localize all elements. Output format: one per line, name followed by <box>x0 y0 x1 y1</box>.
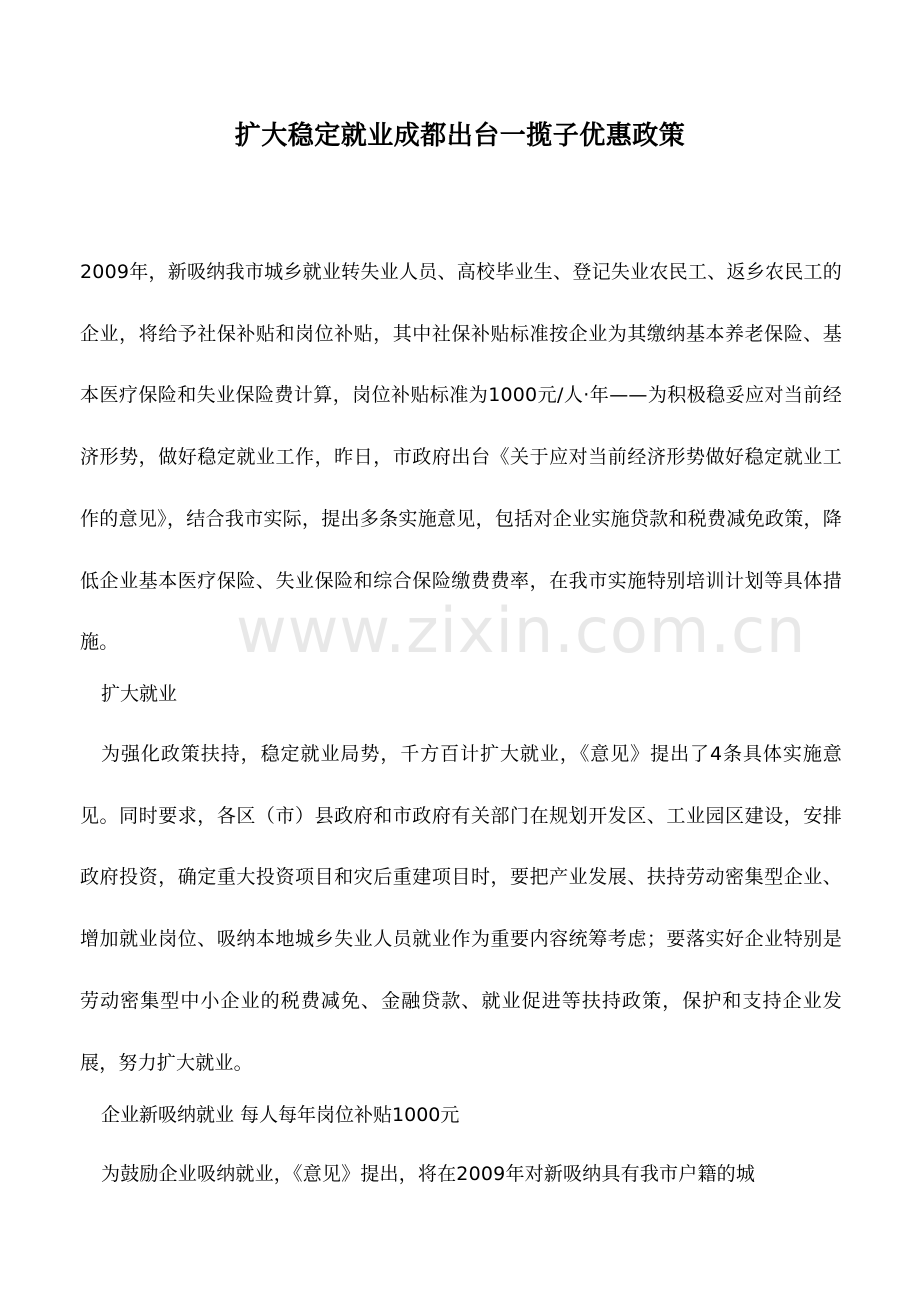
paragraph-intro: 2009年，新吸纳我市城乡就业转失业人员、高校毕业生、登记失业农民工、返乡农民工的企业，将给予社保补贴和岗位补贴，其中社保补贴标准按企业为其缴纳基本养老保险、基本医疗保险和失业保险费计算，岗位补贴标准为1000元/人·年——为积极稳妥应对当前经济形势，做好稳定就业工作，昨日，市政府出台《关于应对当前经济形势做好稳定就业工作的意见》，结合我市实际，提出多条实施意见，包括对企业实施贷款和税费减免政策，降低企业基本医疗保险、失业保险和综合保险缴费费率，在我市实施特别培训计划等具体措施。 <box>80 261 842 654</box>
paragraph-expand-employment: 为强化政策扶持，稳定就业局势，千方百计扩大就业，《意见》提出了4条具体实施意见。同时要求，各区（市）县政府和市政府有关部门在规划开发区、工业园区建设，安排政府投资，确定重大投资项目和灾后重建项目时，要把产业发展、扶持劳动密集型企业、增加就业岗位、吸纳本地城乡失业人员就业作为重要内容统筹考虑；要落实好企业特别是劳动密集型中小企业的税费减免、金融贷款、就业促进等扶持政策，保护和支持企业发展，努力扩大就业。 <box>80 743 842 1074</box>
section-heading-expand-employment: 扩大就业 <box>101 683 178 705</box>
document-title: 扩大稳定就业成都出台一揽子优惠政策 <box>234 121 686 151</box>
watermark: www.zixin.com.cn <box>236 594 807 667</box>
section-heading-job-subsidy: 企业新吸纳就业 每人每年岗位补贴1000元 <box>101 1104 460 1126</box>
paragraph-job-subsidy: 为鼓励企业吸纳就业，《意见》提出，将在2009年对新吸纳具有我市户籍的城 <box>101 1163 756 1185</box>
